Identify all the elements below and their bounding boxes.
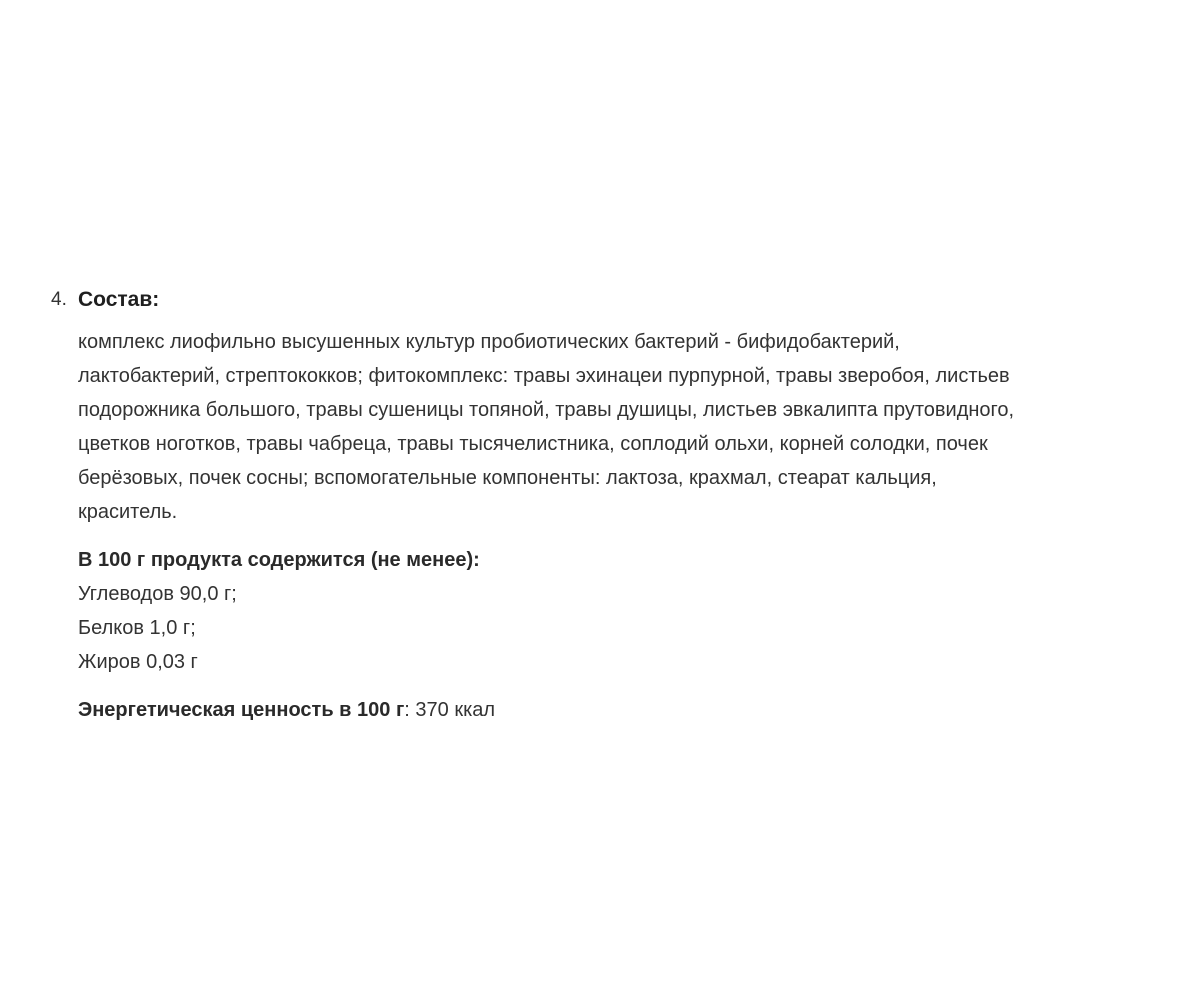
section-title: Состав: [78,288,160,311]
energy-label: Энергетическая ценность в 100 г [78,699,405,721]
composition-line: краситель. [78,501,178,523]
product-composition-section [0,284,1200,727]
composition-line: берёзовых, почек сосны; вспомогательные компоненты: лактоза, крахмал, стеарат кальция, [78,467,937,489]
energy-separator: : [404,699,410,721]
composition-line: цветков ноготков, травы чабреца, травы тысячелистника, соплодий ольхи, корней солодки, почек [78,433,988,455]
nutrition-item-proteins: Белков 1,0 г; [78,617,196,639]
composition-line: комплекс лиофильно высушенных культур пробиотических бактерий - бифидобактерий, [78,331,900,353]
list-item-number: 4. [51,289,67,310]
nutrition-item-carbohydrates: Углеводов 90,0 г; [78,583,237,605]
composition-text [78,325,1178,529]
energy-value-row [78,693,1200,727]
nutrition-list [78,577,1200,679]
nutrition-heading: В 100 г продукта содержится (не менее): [78,549,480,571]
section-header [0,284,1200,316]
nutrition-item-fats: Жиров 0,03 г [78,651,198,673]
composition-line: подорожника большого, травы сушеницы топяной, травы душицы, листьев эвкалипта прутовидного, [78,399,1015,421]
composition-line: лактобактерий, стрептококков; фитокомплекс: травы эхинацеи пурпурной, травы зверобоя, листьев [78,365,1010,387]
energy-value: 370 ккал [409,699,496,721]
